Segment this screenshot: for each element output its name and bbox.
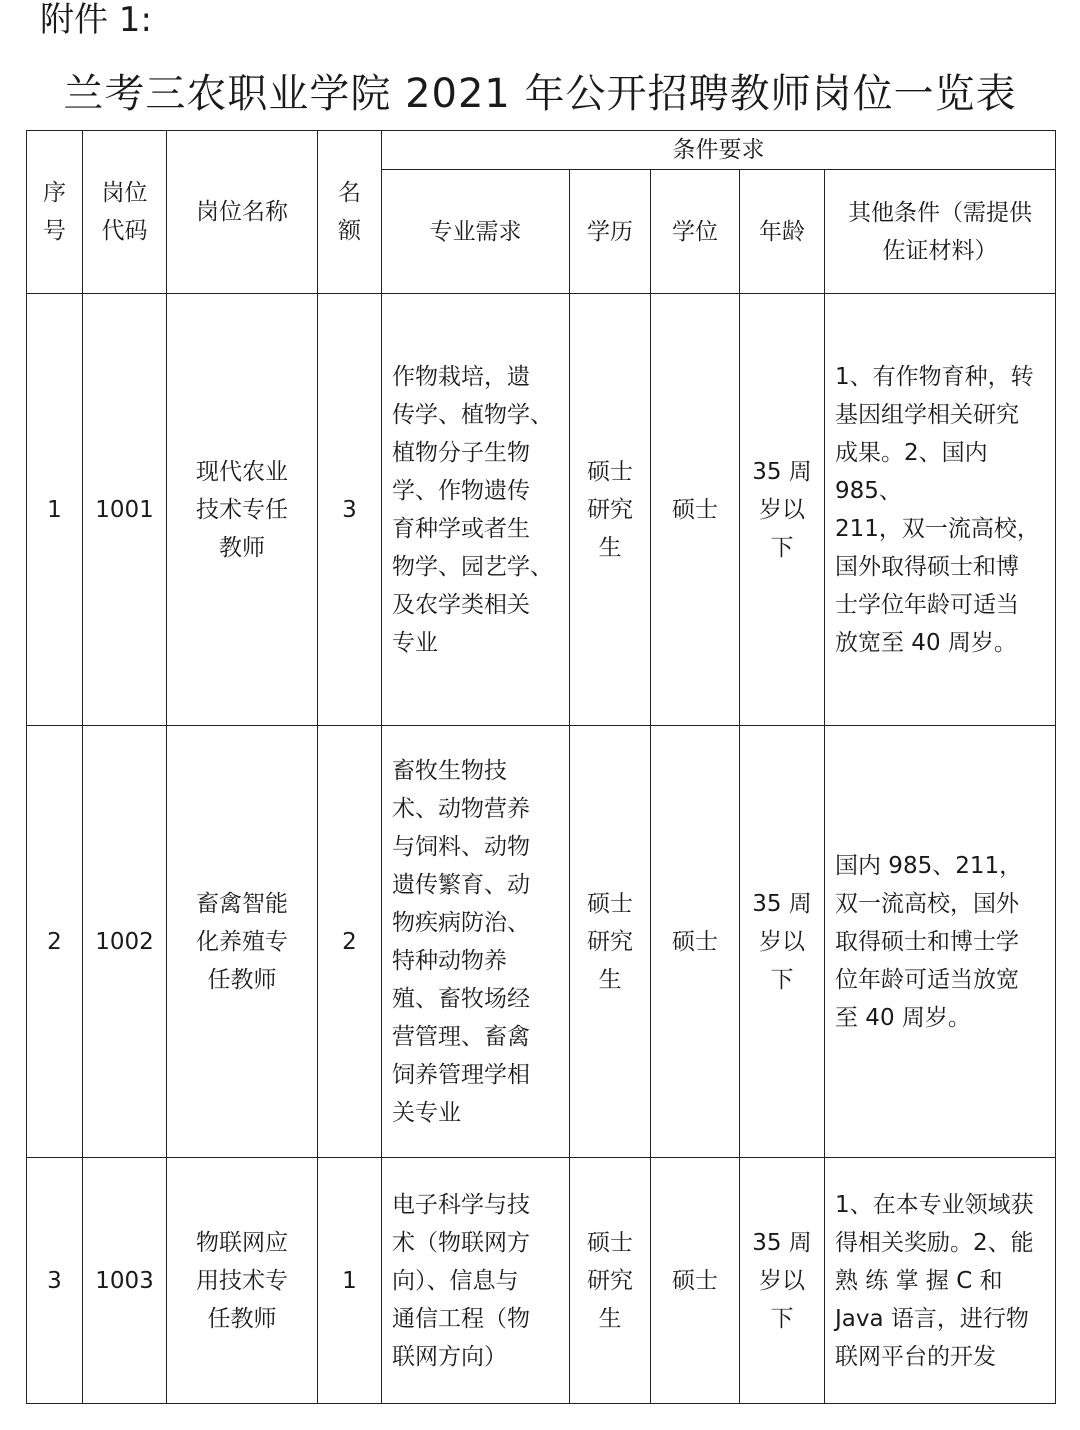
cell-other [825, 1158, 1056, 1404]
header-other [825, 170, 1056, 294]
header-code-line: 岗位 [101, 180, 148, 206]
cell-line: 向）、信息与 [392, 1267, 519, 1294]
cell-line: 放宽至 40 周岁。 [835, 629, 1017, 656]
cell-line: 熟 练 掌 握 C 和 [835, 1267, 1003, 1294]
header-row-1 [27, 131, 1056, 170]
cell-line: 双一流高校，国外 [835, 890, 1019, 917]
cell-code: 1001 [83, 294, 167, 726]
cell-line: 物学、园艺学、 [392, 553, 553, 580]
cell-line: 下 [770, 966, 794, 993]
header-other-line: 其他条件（需提供 [848, 199, 1033, 226]
cell-line: 与饲料、动物 [392, 833, 530, 860]
cell-line: 位年龄可适当放宽 [835, 966, 1019, 993]
cell-line: 岁以 [759, 928, 805, 955]
cell-line: 35 周 [752, 458, 812, 485]
cell-line: 畜牧生物技 [392, 757, 507, 784]
cell-line: 学、作物遗传 [392, 477, 530, 504]
cell-line: 物联网应 [196, 1229, 288, 1256]
cell-major [382, 294, 570, 726]
cell-line: 化养殖专 [196, 928, 288, 955]
header-degree: 学位 [651, 170, 740, 294]
cell-code: 1003 [83, 1158, 167, 1404]
table-row [27, 294, 1056, 726]
header-code-line: 代码 [101, 218, 148, 244]
cell-line: 物疾病防治、 [392, 909, 530, 936]
header-other-line: 佐证材料） [882, 237, 998, 264]
cell-line: 生 [598, 1305, 622, 1332]
header-seq-line: 序 [43, 180, 66, 206]
cell-line: 作物栽培，遗 [392, 363, 530, 390]
cell-other [825, 726, 1056, 1158]
header-seq [27, 131, 83, 294]
attachment-label: 附件 1: [40, 0, 152, 40]
cell-line: 国外取得硕士和博 [835, 553, 1019, 580]
cell-education [570, 726, 651, 1158]
cell-name [167, 294, 318, 726]
cell-line: 术、动物营养 [392, 795, 530, 822]
cell-line: 用技术专 [196, 1267, 288, 1294]
cell-line: 生 [598, 534, 622, 561]
cell-line: 通信工程（物 [392, 1305, 530, 1332]
cell-age [740, 726, 825, 1158]
cell-seq: 1 [27, 294, 83, 726]
cell-line: 任教师 [207, 1305, 277, 1332]
cell-line: 术（物联网方 [392, 1229, 530, 1256]
cell-line: 殖、畜牧场经 [392, 985, 530, 1012]
cell-line: 联网平台的开发 [835, 1343, 996, 1370]
cell-seq: 2 [27, 726, 83, 1158]
cell-line: 生 [598, 966, 622, 993]
cell-line: 研究 [587, 928, 633, 955]
cell-line: 任教师 [207, 966, 277, 993]
header-conditions: 条件要求 [382, 131, 1056, 170]
cell-line: 硕士 [587, 458, 633, 485]
cell-other [825, 294, 1056, 726]
cell-line: 畜禽智能 [196, 890, 288, 917]
cell-education [570, 1158, 651, 1404]
cell-name [167, 726, 318, 1158]
cell-line: 下 [770, 534, 794, 561]
cell-line: 植物分子生物 [392, 439, 530, 466]
cell-line: 1、有作物育种，转 [835, 363, 1034, 390]
cell-line: 遗传繁育、动 [392, 871, 530, 898]
cell-degree: 硕士 [651, 726, 740, 1158]
header-quota-line: 额 [338, 218, 361, 244]
cell-line: 硕士 [587, 1229, 633, 1256]
cell-degree: 硕士 [651, 294, 740, 726]
cell-line: 关专业 [392, 1099, 461, 1126]
header-code [83, 131, 167, 294]
cell-line: 电子科学与技 [392, 1191, 530, 1218]
cell-line: 得相关奖励。2、能 [835, 1229, 1034, 1256]
cell-line: 基因组学相关研究 [835, 401, 1019, 428]
page-title: 兰考三农职业学院 2021 年公开招聘教师岗位一览表 [63, 71, 1017, 117]
cell-code: 1002 [83, 726, 167, 1158]
cell-line: 研究 [587, 1267, 633, 1294]
cell-line: 下 [770, 1305, 794, 1332]
cell-line: 研究 [587, 496, 633, 523]
cell-line: 传学、植物学、 [392, 401, 553, 428]
cell-major [382, 1158, 570, 1404]
cell-line: 硕士 [587, 890, 633, 917]
cell-quota: 3 [318, 294, 382, 726]
cell-line: 岁以 [759, 1267, 805, 1294]
cell-line: 35 周 [752, 1229, 812, 1256]
cell-line: 35 周 [752, 890, 812, 917]
cell-line: 特种动物养 [392, 947, 507, 974]
header-quota-line: 名 [338, 180, 361, 206]
cell-name [167, 1158, 318, 1404]
table-row [27, 726, 1056, 1158]
cell-line: 育种学或者生 [392, 515, 530, 542]
cell-line: 及农学类相关 [392, 591, 530, 618]
cell-line: 士学位年龄可适当 [835, 591, 1019, 618]
cell-line: 211，双一流高校， [835, 515, 1040, 542]
cell-degree: 硕士 [651, 1158, 740, 1404]
cell-line: 营管理、畜禽 [392, 1023, 530, 1050]
cell-line: 岁以 [759, 496, 805, 523]
header-education: 学历 [570, 170, 651, 294]
cell-line: 联网方向） [392, 1343, 507, 1370]
cell-seq: 3 [27, 1158, 83, 1404]
cell-line: 取得硕士和博士学 [835, 928, 1019, 955]
positions-table [26, 130, 1056, 1404]
cell-line: 1、在本专业领域获 [835, 1191, 1034, 1218]
cell-line: 技术专任 [196, 496, 288, 523]
cell-line: 专业 [392, 629, 438, 656]
cell-line: 至 40 周岁。 [835, 1004, 971, 1031]
cell-age [740, 1158, 825, 1404]
header-seq-line: 号 [43, 218, 66, 244]
header-major: 专业需求 [382, 170, 570, 294]
cell-education [570, 294, 651, 726]
cell-age [740, 294, 825, 726]
header-quota [318, 131, 382, 294]
table-row [27, 1158, 1056, 1404]
header-age: 年龄 [740, 170, 825, 294]
cell-major [382, 726, 570, 1158]
header-name: 岗位名称 [167, 131, 318, 294]
cell-line: 教师 [219, 534, 265, 561]
cell-quota: 2 [318, 726, 382, 1158]
cell-quota: 1 [318, 1158, 382, 1404]
cell-line: 成果。2、国内 985、 [835, 439, 988, 504]
cell-line: 饲养管理学相 [392, 1061, 530, 1088]
cell-line: Java 语言，进行物 [835, 1305, 1029, 1332]
cell-line: 国内 985、211， [835, 852, 1023, 879]
cell-line: 现代农业 [196, 458, 288, 485]
